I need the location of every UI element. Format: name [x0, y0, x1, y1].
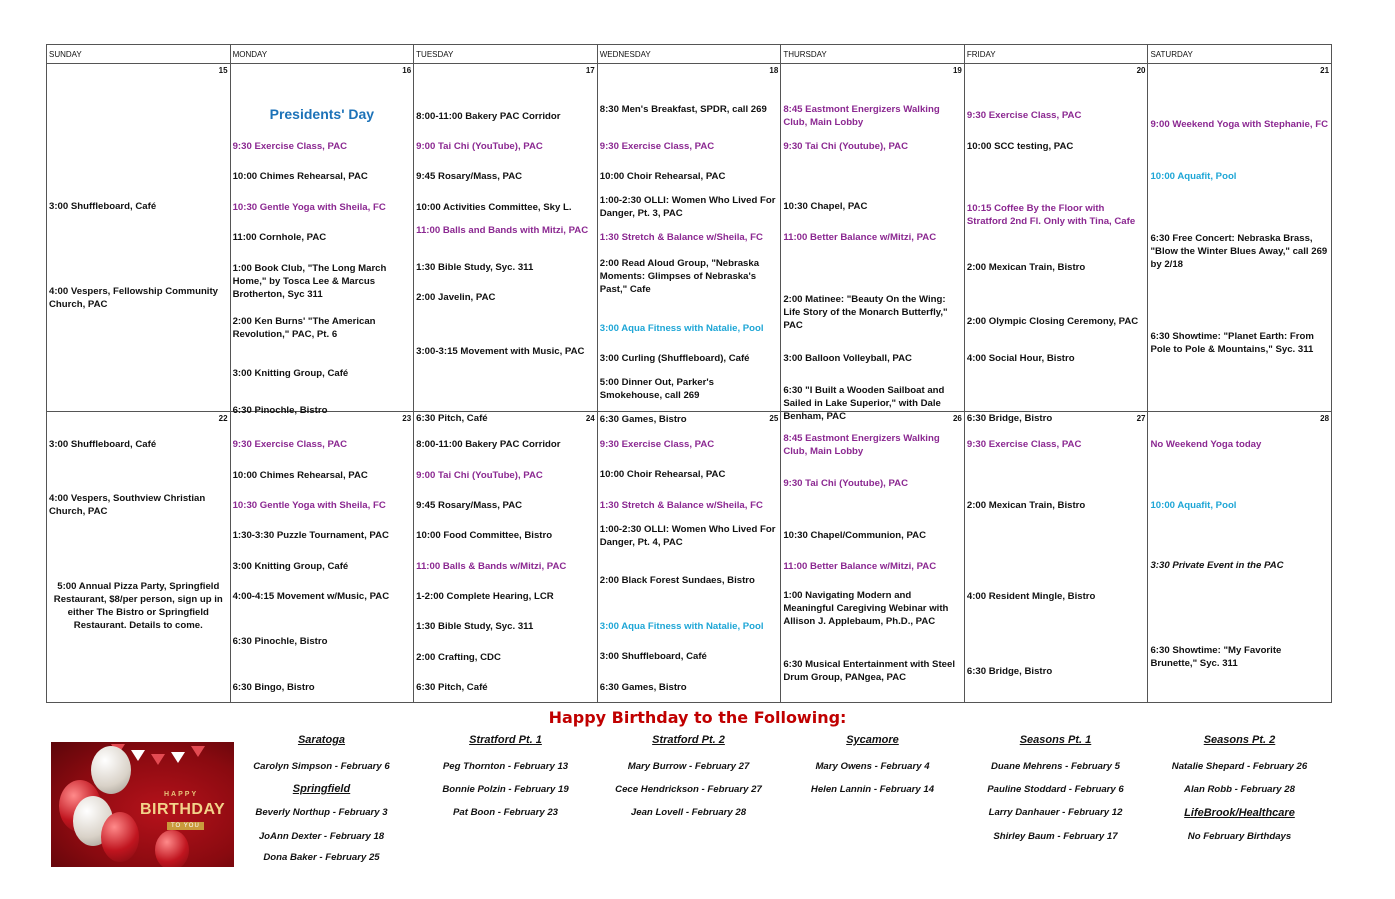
weekday-header-row: [46, 44, 1332, 64]
event-entry: 3:30 Private Event in the PAC: [1150, 560, 1284, 571]
event-entry: 8:00-11:00 Bakery PAC Corridor: [416, 111, 561, 122]
event-entry: 9:45 Rosary/Mass, PAC: [416, 171, 523, 182]
birthday-balloons-image: [51, 742, 234, 867]
holiday-label: Presidents' Day: [269, 106, 375, 122]
event-entry: 1:30 Bible Study, Syc. 311: [416, 621, 534, 632]
day-number: 28: [1320, 414, 1330, 423]
event-entry: 6:30 Bingo, Bistro: [232, 682, 315, 693]
pennant-icon: [171, 752, 185, 763]
day-number: 20: [1136, 66, 1146, 75]
event-entry: 6:30 "I Built a Wooden Sailboat and Sailed in Lake Superior," with Dale Benham, PAC: [783, 385, 945, 422]
day-number: 17: [585, 66, 595, 75]
event-entry: 6:30 Showtime: "My Favorite Brunette," Syc. 311: [1150, 645, 1282, 669]
birthday-entry: Carolyn Simpson - February 6: [253, 761, 390, 772]
day-number: 19: [952, 66, 962, 75]
day-number: 23: [402, 414, 412, 423]
birthday-entry: Mary Burrow - February 27: [627, 761, 750, 772]
event-entry: 1:00 Navigating Modern and Meaningful Caregiving Webinar with Allison J. Applebaum, Ph.D., PAC: [783, 590, 949, 627]
event-entry: 6:30 Pitch, Café: [416, 413, 488, 424]
day-number: 21: [1320, 66, 1330, 75]
birthday-entry: Duane Mehrens - February 5: [990, 761, 1121, 772]
event-entry: 10:00 Food Committee, Bistro: [416, 530, 553, 541]
weekday-header: SATURDAY: [1150, 50, 1193, 59]
event-entry: 4:00 Vespers, Southview Christian Church, PAC: [49, 493, 206, 517]
event-entry: 10:30 Gentle Yoga with Sheila, FC: [232, 500, 386, 511]
birthday-entry: Beverly Northup - February 3: [255, 807, 388, 818]
day-cell: [965, 412, 1149, 702]
event-entry: 10:00 Choir Rehearsal, PAC: [599, 171, 726, 182]
birthday-group-heading: Springfield: [292, 783, 351, 795]
event-entry: 3:00-3:15 Movement with Music, PAC: [416, 346, 585, 357]
event-entry: 5:00 Dinner Out, Parker's Smokehouse, call 269: [599, 377, 714, 401]
event-entry: 2:00 Crafting, CDC: [416, 652, 501, 663]
pennant-icon: [191, 746, 205, 757]
event-entry: 10:00 Activities Committee, Sky L.: [416, 202, 572, 213]
event-entry: 10:00 Choir Rehearsal, PAC: [599, 469, 726, 480]
event-entry: 3:00 Shuffleboard, Café: [49, 201, 157, 212]
birthday-group-heading: Seasons Pt. 2: [1203, 734, 1276, 746]
day-cell: [414, 412, 598, 702]
birthday-entry: Larry Danhauer - February 12: [988, 807, 1123, 818]
event-entry: 9:00 Weekend Yoga with Stephanie, FC: [1150, 119, 1328, 130]
calendar: [46, 44, 1332, 703]
weekday-header: FRIDAY: [965, 45, 1149, 63]
event-entry: 3:00 Shuffleboard, Café: [599, 651, 707, 662]
event-entry: 11:00 Balls and Bands with Mitzi, PAC: [416, 225, 589, 236]
birthday-group-heading: Seasons Pt. 1: [1019, 734, 1092, 746]
event-entry: 11:00 Better Balance w/Mitzi, PAC: [783, 561, 937, 572]
image-text-birthday: BIRTHDAY: [140, 801, 226, 818]
event-entry: 4:00 Social Hour, Bistro: [966, 353, 1075, 364]
event-entry: 6:30 Games, Bistro: [599, 414, 687, 425]
birthday-entry: Mary Owens - February 4: [815, 761, 930, 772]
birthday-group-heading: LifeBrook/Healthcare: [1184, 807, 1295, 819]
red-balloon-icon: [101, 812, 139, 862]
birthday-entry: Jean Lovell - February 28: [630, 807, 747, 818]
event-entry: 9:30 Exercise Class, PAC: [232, 439, 348, 450]
day-number: 22: [218, 414, 228, 423]
day-number: 27: [1136, 414, 1146, 423]
day-cell: [47, 64, 231, 411]
day-number: 16: [402, 66, 412, 75]
day-cell: [1148, 412, 1331, 702]
weekday-header: THURSDAY: [781, 45, 965, 63]
event-entry: 9:30 Tai Chi (Youtube), PAC: [783, 141, 909, 152]
birthday-entry: Helen Lannin - February 14: [810, 784, 935, 795]
event-entry: 1-2:00 Complete Hearing, LCR: [416, 591, 554, 602]
event-entry: 6:30 Games, Bistro: [599, 682, 687, 693]
birthday-group-heading: Stratford Pt. 2: [652, 734, 725, 746]
event-entry: 11:00 Cornhole, PAC: [232, 232, 327, 243]
event-entry: 9:00 Tai Chi (YouTube), PAC: [416, 470, 543, 481]
event-entry: 4:00 Vespers, Fellowship Community Church, PAC: [49, 286, 219, 310]
event-entry: 10:00 Chimes Rehearsal, PAC: [232, 171, 368, 182]
birthday-entry: Pat Boon - February 23: [452, 807, 559, 818]
event-entry: 8:45 Eastmont Energizers Walking Club, Main Lobby: [783, 104, 940, 128]
birthday-entry: Bonnie Polzin - February 19: [442, 784, 569, 795]
event-entry: 1:30 Bible Study, Syc. 311: [416, 262, 534, 273]
event-entry: 10:30 Gentle Yoga with Sheila, FC: [232, 202, 386, 213]
event-entry: 6:30 Musical Entertainment with Steel Drum Group, PANgea, PAC: [783, 659, 955, 683]
day-number: 26: [952, 414, 962, 423]
birthday-entry: No February Birthdays: [1187, 831, 1292, 842]
event-entry: 10:00 Aquafit, Pool: [1150, 171, 1237, 182]
event-entry: 1:00 Book Club, "The Long March Home," by Tosca Lee & Marcus Brotherton, Syc 311: [232, 263, 387, 300]
weekday-header: WEDNESDAY: [598, 45, 782, 63]
event-entry: 9:30 Exercise Class, PAC: [599, 439, 715, 450]
day-cell: [47, 412, 231, 702]
event-entry: 8:00-11:00 Bakery PAC Corridor: [416, 439, 561, 450]
event-entry: 2:00 Black Forest Sundaes, Bistro: [599, 575, 755, 586]
event-entry: 2:00 Read Aloud Group, "Nebraska Moments: Glimpses of Nebraska's Past," Cafe: [599, 258, 760, 295]
event-entry: 9:30 Tai Chi (Youtube), PAC: [783, 478, 909, 489]
pennant-icon: [131, 750, 145, 761]
event-entry: 1:30-3:30 Puzzle Tournament, PAC: [232, 530, 389, 541]
event-entry: 1:30 Stretch & Balance w/Sheila, FC: [599, 500, 763, 511]
birthday-entry: Alan Robb - February 28: [1184, 784, 1295, 795]
event-entry: 3:00 Knitting Group, Café: [232, 368, 349, 379]
event-entry: 2:00 Mexican Train, Bistro: [966, 500, 1086, 511]
day-number: 25: [769, 414, 779, 423]
event-entry: 10:15 Coffee By the Floor with Stratford 2nd Fl. Only with Tina, Cafe: [966, 203, 1136, 227]
birthday-entry: Pauline Stoddard - February 6: [987, 784, 1124, 795]
day-cell: [1148, 64, 1331, 411]
event-entry: 6:30 Bridge, Bistro: [966, 666, 1053, 677]
event-entry: 10:30 Chapel, PAC: [783, 201, 868, 212]
event-entry: 6:30 Pitch, Café: [416, 682, 488, 693]
weekday-header: TUESDAY: [414, 45, 598, 63]
event-entry: 9:30 Exercise Class, PAC: [599, 141, 715, 152]
event-entry: 3:00 Curling (Shuffleboard), Café: [599, 353, 750, 364]
event-entry: 1:00-2:30 OLLI: Women Who Lived For Danger, Pt. 4, PAC: [599, 524, 776, 548]
event-entry: 1:00-2:30 OLLI: Women Who Lived For Danger, Pt. 3, PAC: [599, 195, 776, 219]
event-entry: 11:00 Better Balance w/Mitzi, PAC: [783, 232, 937, 243]
event-entry: 10:00 Aquafit, Pool: [1150, 500, 1237, 511]
event-entry: 9:30 Exercise Class, PAC: [966, 439, 1082, 450]
day-number: 18: [769, 66, 779, 75]
event-entry: 6:30 Pinochle, Bistro: [232, 405, 328, 416]
event-entry: 3:00 Shuffleboard, Café: [49, 439, 157, 450]
event-entry: 6:30 Bridge, Bistro: [966, 413, 1053, 424]
weekday-header: MONDAY: [231, 45, 415, 63]
birthday-entry: Shirley Baum - February 17: [993, 831, 1118, 842]
birthday-title: Happy Birthday to the Following:: [548, 708, 847, 727]
day-cell: [231, 412, 415, 702]
birthday-entry: Natalie Shepard - February 26: [1171, 761, 1308, 772]
event-entry: 8:30 Men's Breakfast, SPDR, call 269: [599, 104, 767, 115]
event-entry: 10:00 SCC testing, PAC: [966, 141, 1074, 152]
event-entry: 2:00 Matinee: "Beauty On the Wing: Life Story of the Monarch Butterfly," PAC: [783, 294, 948, 331]
birthday-group-heading: Saratoga: [297, 734, 346, 746]
weekday-header: SUNDAY: [47, 45, 231, 63]
event-entry: 8:45 Eastmont Energizers Walking Club, Main Lobby: [783, 433, 940, 457]
event-entry: 9:00 Tai Chi (YouTube), PAC: [416, 141, 543, 152]
event-entry: 10:00 Chimes Rehearsal, PAC: [232, 470, 368, 481]
event-entry: 5:00 Annual Pizza Party, Springfield Restaurant, $8/per person, sign up in either The Bistro or Springfield Restaurant. Details to come.: [53, 581, 223, 631]
event-entry: 11:00 Balls & Bands w/Mitzi, PAC: [416, 561, 567, 572]
event-entry: 9:30 Exercise Class, PAC: [232, 141, 348, 152]
birthday-group-heading: Sycamore: [846, 734, 899, 746]
event-entry: No Weekend Yoga today: [1150, 439, 1262, 450]
day-cell: [231, 64, 415, 416]
image-text-happy: HAPPY: [164, 791, 199, 798]
white-balloon-icon: [91, 746, 131, 794]
day-cell: [781, 412, 965, 702]
event-entry: 6:30 Showtime: "Planet Earth: From Pole to Pole & Mountains," Syc. 311: [1150, 331, 1314, 355]
birthday-entry: Dona Baker - February 25: [263, 852, 380, 863]
event-entry: 3:00 Balloon Volleyball, PAC: [783, 353, 912, 364]
event-entry: 3:00 Aqua Fitness with Natalie, Pool: [599, 621, 764, 632]
day-number: 24: [585, 414, 595, 423]
event-entry: 3:00 Knitting Group, Café: [232, 561, 349, 572]
birthday-entry: Cece Hendrickson - February 27: [615, 784, 762, 795]
event-entry: 6:30 Pinochle, Bistro: [232, 636, 328, 647]
birthday-group-heading: Stratford Pt. 1: [469, 734, 542, 746]
event-entry: 6:30 Free Concert: Nebraska Brass, "Blow the Winter Blues Away," call 269 by 2/18: [1150, 233, 1328, 270]
event-entry: 2:00 Olympic Closing Ceremony, PAC: [966, 316, 1139, 327]
event-entry: 2:00 Ken Burns' "The American Revolution," PAC, Pt. 6: [232, 316, 376, 340]
event-entry: 2:00 Javelin, PAC: [416, 292, 496, 303]
image-text-to-you: TO YOU: [167, 822, 204, 830]
event-entry: 2:00 Mexican Train, Bistro: [966, 262, 1086, 273]
pennant-icon: [151, 754, 165, 765]
event-entry: 1:30 Stretch & Balance w/Sheila, FC: [599, 232, 763, 243]
event-entry: 4:00 Resident Mingle, Bistro: [966, 591, 1096, 602]
event-entry: 9:30 Exercise Class, PAC: [966, 110, 1082, 121]
birthday-entry: JoAnn Dexter - February 18: [258, 831, 385, 842]
event-entry: 3:00 Aqua Fitness with Natalie, Pool: [599, 323, 764, 334]
event-entry: 4:00-4:15 Movement w/Music, PAC: [232, 591, 390, 602]
day-number: 15: [218, 66, 228, 75]
event-entry: 9:45 Rosary/Mass, PAC: [416, 500, 523, 511]
day-cell: [598, 412, 782, 702]
red-balloon-icon: [155, 830, 189, 867]
event-entry: 10:30 Chapel/Communion, PAC: [783, 530, 926, 541]
birthday-entry: Peg Thornton - February 13: [442, 761, 569, 772]
calendar-week: [46, 412, 1332, 703]
